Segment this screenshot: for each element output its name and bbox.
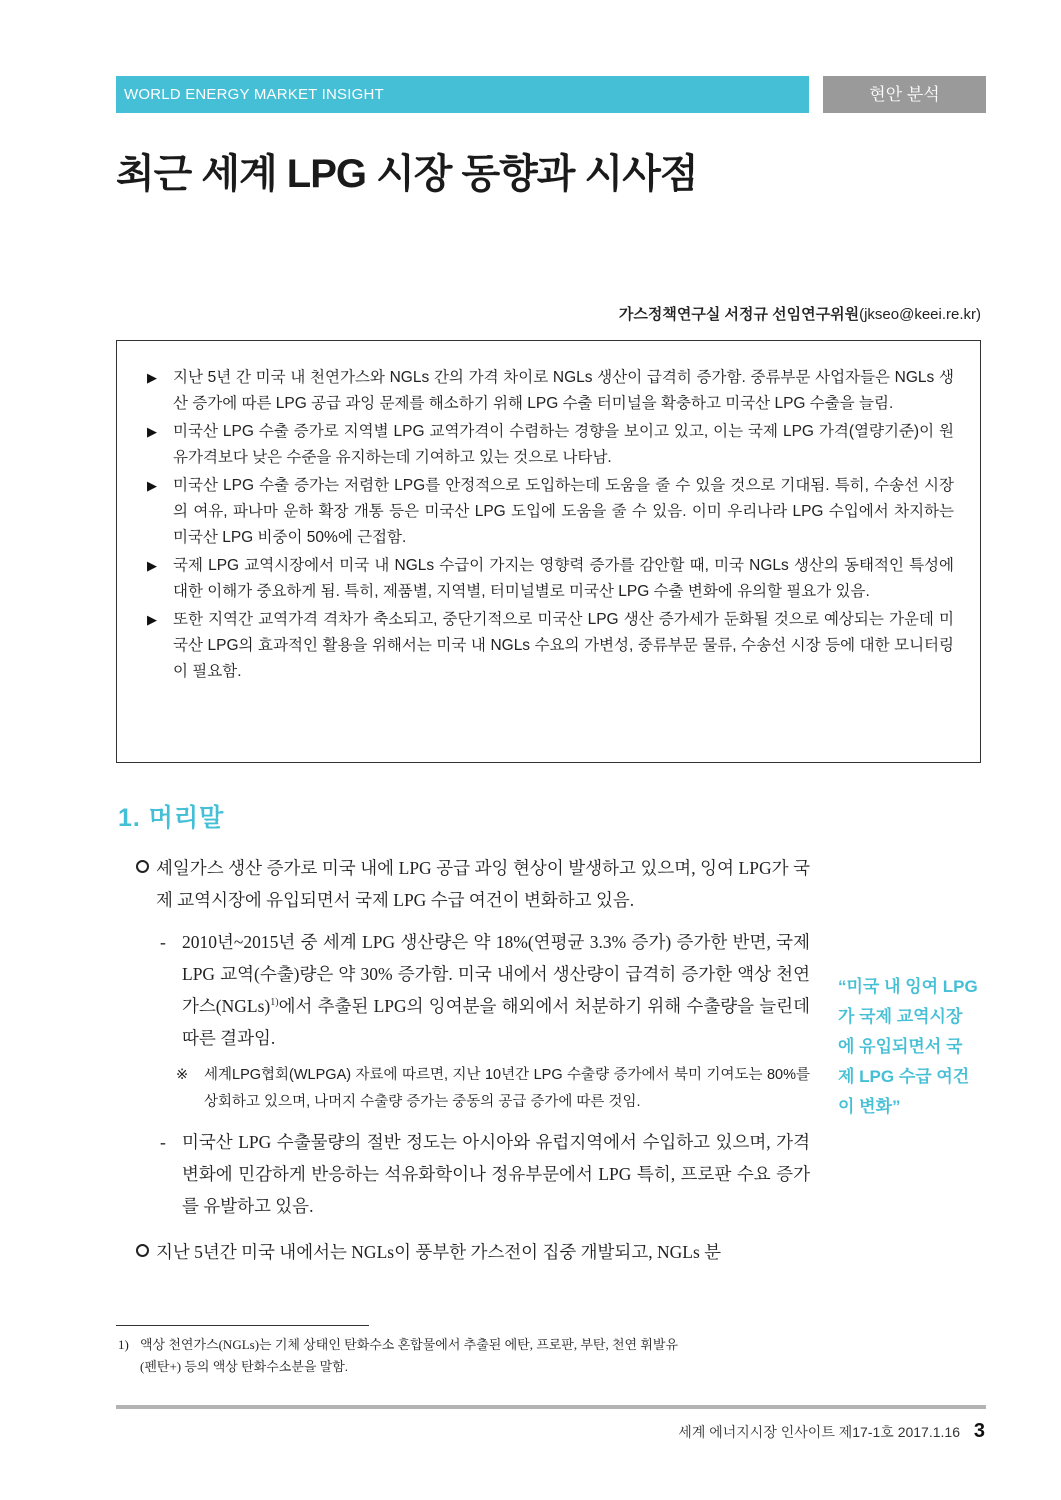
author-line (619, 303, 981, 324)
circle-bullet-icon (136, 860, 149, 873)
body-paragraph (120, 1236, 810, 1268)
summary-item-text: 미국산 LPG 수출 증가는 저렴한 LPG를 안정적으로 도입하는데 도움을 줄 수 있을 것으로 기대됨. 특히, 수송선 시장의 여유, 파나마 운하 확장 개통 등은 미국산 LPG 도입에 도움을 줄 수 있음. 이미 우리나라 LPG 수입에서 차지하는 미국산 LPG 비중이 50%에 근접함. (173, 477, 954, 546)
bullet-triangle-icon: ▶ (147, 558, 157, 573)
footnote (118, 1334, 808, 1378)
bullet-triangle-icon: ▶ (147, 612, 157, 627)
footnote-text: 액상 천연가스(NGLs)는 기체 상태인 탄화수소 혼합물에서 추출된 에탄, 프로판, 부탄, 천연 휘발유 (140, 1337, 679, 1352)
paragraph-text: 셰일가스 생산 증가로 미국 내에 LPG 공급 과잉 현상이 발생하고 있으며, 잉여 LPG가 국제 교역시장에 유입되면서 국제 LPG 수급 여건이 변화하고 있음. (156, 858, 810, 910)
page-number: 3 (973, 1420, 985, 1442)
summary-box (116, 340, 981, 763)
header-series-label: WORLD ENERGY MARKET INSIGHT (124, 86, 384, 103)
note-text: 세계LPG협회(WLPGA) 자료에 따르면, 지난 10년간 LPG 수출량 증가에서 북미 기여도는 80%를 상회하고 있으며, 나머지 수출량 증가는 중동의 공급 증가에 따른 것임. (204, 1067, 810, 1110)
summary-item-text: 미국산 LPG 수출 증가로 지역별 LPG 교역가격이 수렴하는 경향을 보이고 있고, 이는 국제 LPG 가격(열량기준)이 원유가격보다 낮은 수준을 유지하는데 기여하고 있는 것으로 나타남. (173, 423, 954, 466)
page-footer (678, 1420, 985, 1443)
summary-item (147, 365, 954, 417)
sub-paragraph-text-cont: 에서 추출된 LPG의 잉여분을 해외에서 처분하기 위해 수출량을 늘린데 따른 결과임. (182, 996, 810, 1048)
paragraph-text: 지난 5년간 미국 내에서는 NGLs이 풍부한 가스전이 집중 개발되고, NGLs 분 (156, 1242, 722, 1262)
summary-item (147, 419, 954, 471)
header-category-tag (823, 76, 986, 113)
footnote-number: 1) (118, 1337, 129, 1352)
header-category-label: 현안 분석 (869, 85, 940, 104)
bullet-triangle-icon: ▶ (147, 424, 157, 439)
section-heading: 1. 머리말 (118, 804, 225, 832)
summary-item-text: 지난 5년 간 미국 내 천연가스와 NGLs 간의 가격 차이로 NGLs 생산이 급격히 증가함. 중류부문 사업자들은 NGLs 생산 증가에 따른 LPG 공급 과잉 문제를 해소하기 위해 LPG 수출 터미널을 확충하고 미국산 LPG 수출을 늘림. (173, 369, 954, 412)
bullet-triangle-icon: ▶ (147, 370, 157, 385)
summary-item (147, 473, 954, 551)
summary-item-text: 또한 지역간 교역가격 격차가 축소되고, 중단기적으로 미국산 LPG 생산 증가세가 둔화될 것으로 예상되는 가운데 미국산 LPG의 효과적인 활용을 위해서는 미국 내 NGLs 수요의 가변성, 중류부문 물류, 수송선 시장 등에 대한 모니터링이 필요함. (173, 611, 954, 680)
author-email: (jkseo@keei.re.kr) (859, 306, 981, 323)
sub-paragraph (120, 926, 810, 1054)
author-name: 가스정책연구실 서정규 선임연구위원 (618, 306, 860, 323)
summary-item (147, 553, 954, 605)
summary-item-text: 국제 LPG 교역시장에서 미국 내 NGLs 수급이 가지는 영향력 증가를 감안할 때, 미국 NGLs 생산의 동태적인 특성에 대한 이해가 중요하게 됨. 특히, 제품별, 지역별, 터미널별로 미국산 LPG 수출 변화에 유의할 필요가 있음. (173, 557, 954, 600)
footer-issue: 제17-1호 2017.1.16 (838, 1424, 960, 1440)
footer-publication: 세계 에너지시장 인사이트 (678, 1424, 835, 1440)
bullet-triangle-icon: ▶ (147, 478, 157, 493)
footer-divider (116, 1405, 986, 1409)
footnote-reference[interactable]: 1) (270, 997, 279, 1009)
body-paragraph (120, 852, 810, 916)
note-paragraph (120, 1062, 810, 1116)
body-text (120, 852, 810, 1268)
circle-bullet-icon (136, 1244, 149, 1257)
reference-mark-icon: ※ (176, 1067, 189, 1083)
sub-paragraph-text: 미국산 LPG 수출물량의 절반 정도는 아시아와 유럽지역에서 수입하고 있으며, 가격변화에 민감하게 반응하는 석유화학이나 정유부문에서 LPG 특히, 프로판 수요 증가를 유발하고 있음. (182, 1132, 810, 1216)
footnote-divider (116, 1325, 369, 1326)
sub-paragraph-text: 2010년~2015년 중 세계 LPG 생산량은 약 18%(연평균 3.3% 증가) 증가한 반면, 국제 LPG 교역(수출)량은 약 30% 증가함. 미국 내에서 생산량이 급격히 증가한 액상 천연가스(NGLs) (182, 932, 810, 1016)
dash-bullet-icon: - (160, 932, 166, 952)
header-series-bar (116, 76, 809, 113)
footnote-text-cont: (펜탄+) 등의 액상 탄화수소분을 말함. (140, 1359, 349, 1374)
summary-item (147, 607, 954, 685)
page-title: 최근 세계 LPG 시장 동향과 시사점 (116, 152, 698, 196)
sub-paragraph (120, 1126, 810, 1222)
summary-list (147, 365, 954, 685)
dash-bullet-icon: - (160, 1132, 166, 1152)
pull-quote: “미국 내 잉여 LPG가 국제 교역시장에 유입되면서 국제 LPG 수급 여건이 변화” (838, 977, 978, 1116)
